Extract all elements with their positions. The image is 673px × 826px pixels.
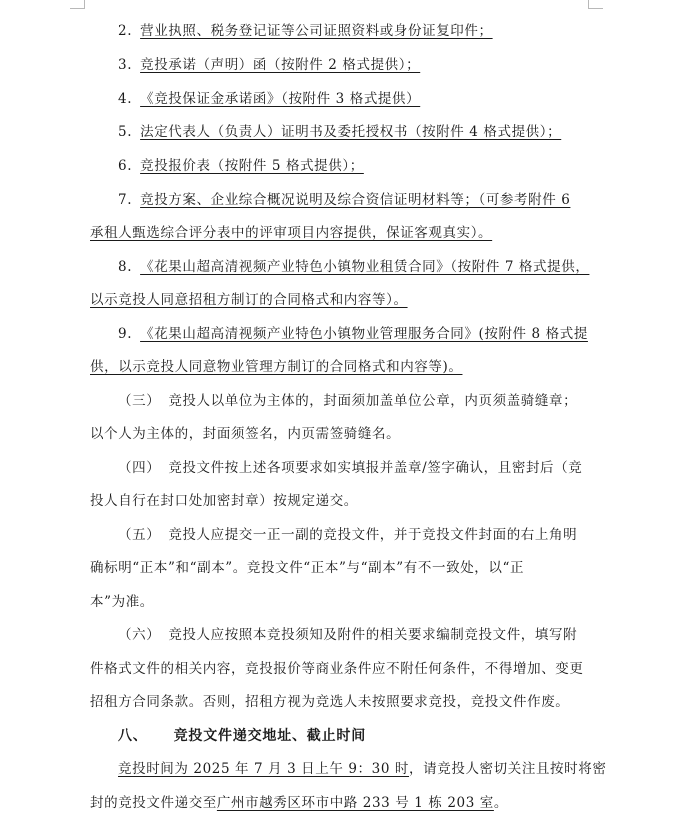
paragraph-text: 以个人为主体的，封面须签名，内页需签骑缝名。 — [90, 426, 401, 442]
paragraph-text: 本”为准。 — [90, 594, 154, 610]
item-text: 法定代表人（负责人）证明书及委托授权书（按附件 4 格式提供）； — [140, 124, 562, 140]
item-text: 竞投报价表（按附件 5 格式提供）； — [140, 158, 364, 174]
paragraph-4-cont — [90, 492, 358, 510]
paragraph-3 — [118, 392, 577, 410]
item-text: 营业执照、税务登记证等公司证照资料或身份证复印件； — [140, 23, 493, 39]
item-text-line1: 《花果山超高清视频产业特色小镇物业租赁合同》（按附件 7 格式提供， — [140, 259, 590, 275]
list-item-8-cont — [90, 291, 408, 309]
item-text-line2: 以示竞投人同意招租方制订的合同格式和内容等）。 — [90, 292, 408, 308]
item-text-line1: 竞投方案、企业综合概况说明及综合资信证明材料等；（可参考附件 6 — [140, 192, 571, 208]
paragraph-text: 竞投人以单位为主体的，封面须加盖单位公章，内页须盖骑缝章； — [168, 393, 578, 409]
list-item-9-cont — [90, 358, 462, 376]
paragraph-text: 竞投人应按照本竞投须知及附件的相关要求编制竞投文件，填写附 — [168, 627, 578, 643]
paragraph-4 — [118, 459, 582, 477]
paragraph-label: （五） — [118, 527, 161, 543]
section-heading — [118, 727, 366, 745]
paragraph-5-cont2 — [90, 593, 154, 611]
paragraph-text: 确标明“正本”和“副本”。竞投文件“正本”与“副本”有不一致处，以“正 — [90, 560, 525, 576]
item-number: 8. — [118, 259, 133, 275]
paragraph-6-cont — [90, 660, 584, 678]
paragraph-text: 竞投文件按上述各项要求如实填报并盖章/签字确认，且密封后（竞 — [168, 460, 583, 476]
section-title: 竞投文件递交地址、截止时间 — [173, 728, 367, 744]
paragraph-text: 招租方合同条款。否则，招租方视为竞选人未按照要求竞投，竞投文件作废。 — [90, 694, 570, 710]
deadline-line-1 — [118, 760, 606, 778]
list-item-2 — [118, 22, 493, 40]
deadline-text: 封的竞投文件递交至 — [90, 795, 217, 811]
item-text-line2: 供，以示竞投人同意物业管理方制订的合同格式和内容等)。 — [90, 359, 463, 375]
item-text-line2: 承租人甄选综合评分表中的评审项目内容提供，保证客观真实）。 — [90, 225, 493, 241]
item-number: 4. — [118, 91, 133, 107]
paragraph-text: 竞投人应提交一正一副的竞投文件，并于竞投文件封面的右上角明 — [168, 527, 578, 543]
item-number: 2. — [118, 23, 133, 39]
submission-address: 广州市越秀区环市中路 233 号 1 栋 203 室 — [216, 795, 494, 811]
paragraph-label: （四） — [118, 460, 161, 476]
paragraph-label: （三） — [118, 393, 161, 409]
deadline-text: ，请竞投人密切关注且按时将密 — [409, 761, 607, 777]
item-text-line1: 《花果山超高清视频产业特色小镇物业管理服务合同》(按附件 8 格式提 — [140, 326, 588, 342]
list-item-7 — [118, 191, 570, 209]
item-number: 7. — [118, 192, 133, 208]
paragraph-label: （六） — [118, 627, 161, 643]
list-item-9 — [118, 325, 588, 343]
list-item-6 — [118, 157, 364, 175]
list-item-3 — [118, 56, 420, 74]
paragraph-5-cont — [90, 559, 524, 577]
deadline-end: 。 — [493, 795, 508, 811]
item-number: 6. — [118, 158, 133, 174]
paragraph-5 — [118, 526, 577, 544]
list-item-4 — [118, 90, 420, 108]
item-text: 竞投承诺（声明）函（按附件 2 格式提供）； — [140, 57, 421, 73]
deadline-time: 竞投时间为 2025 年 7 月 3 日上午 9：30 时 — [118, 761, 410, 777]
crop-mark-right — [588, 0, 603, 9]
deadline-line-2 — [90, 794, 508, 812]
section-number: 八、 — [118, 728, 148, 744]
crop-mark-left — [70, 0, 85, 9]
item-number: 5. — [118, 124, 133, 140]
paragraph-3-cont — [90, 425, 400, 443]
list-item-8 — [118, 258, 589, 276]
item-text: 《竞投保证金承诺函》（按附件 3 格式提供） — [140, 91, 421, 107]
paragraph-6-cont2 — [90, 693, 569, 711]
list-item-5 — [118, 123, 561, 141]
paragraph-text: 投人自行在封口处加密封章）按规定递交。 — [90, 493, 358, 509]
paragraph-6 — [118, 626, 577, 644]
list-item-7-cont — [90, 224, 492, 242]
item-number: 3. — [118, 57, 133, 73]
paragraph-text: 件格式文件的相关内容，竞投报价等商业条件应不附任何条件，不得增加、变更 — [90, 661, 584, 677]
item-number: 9. — [118, 326, 133, 342]
